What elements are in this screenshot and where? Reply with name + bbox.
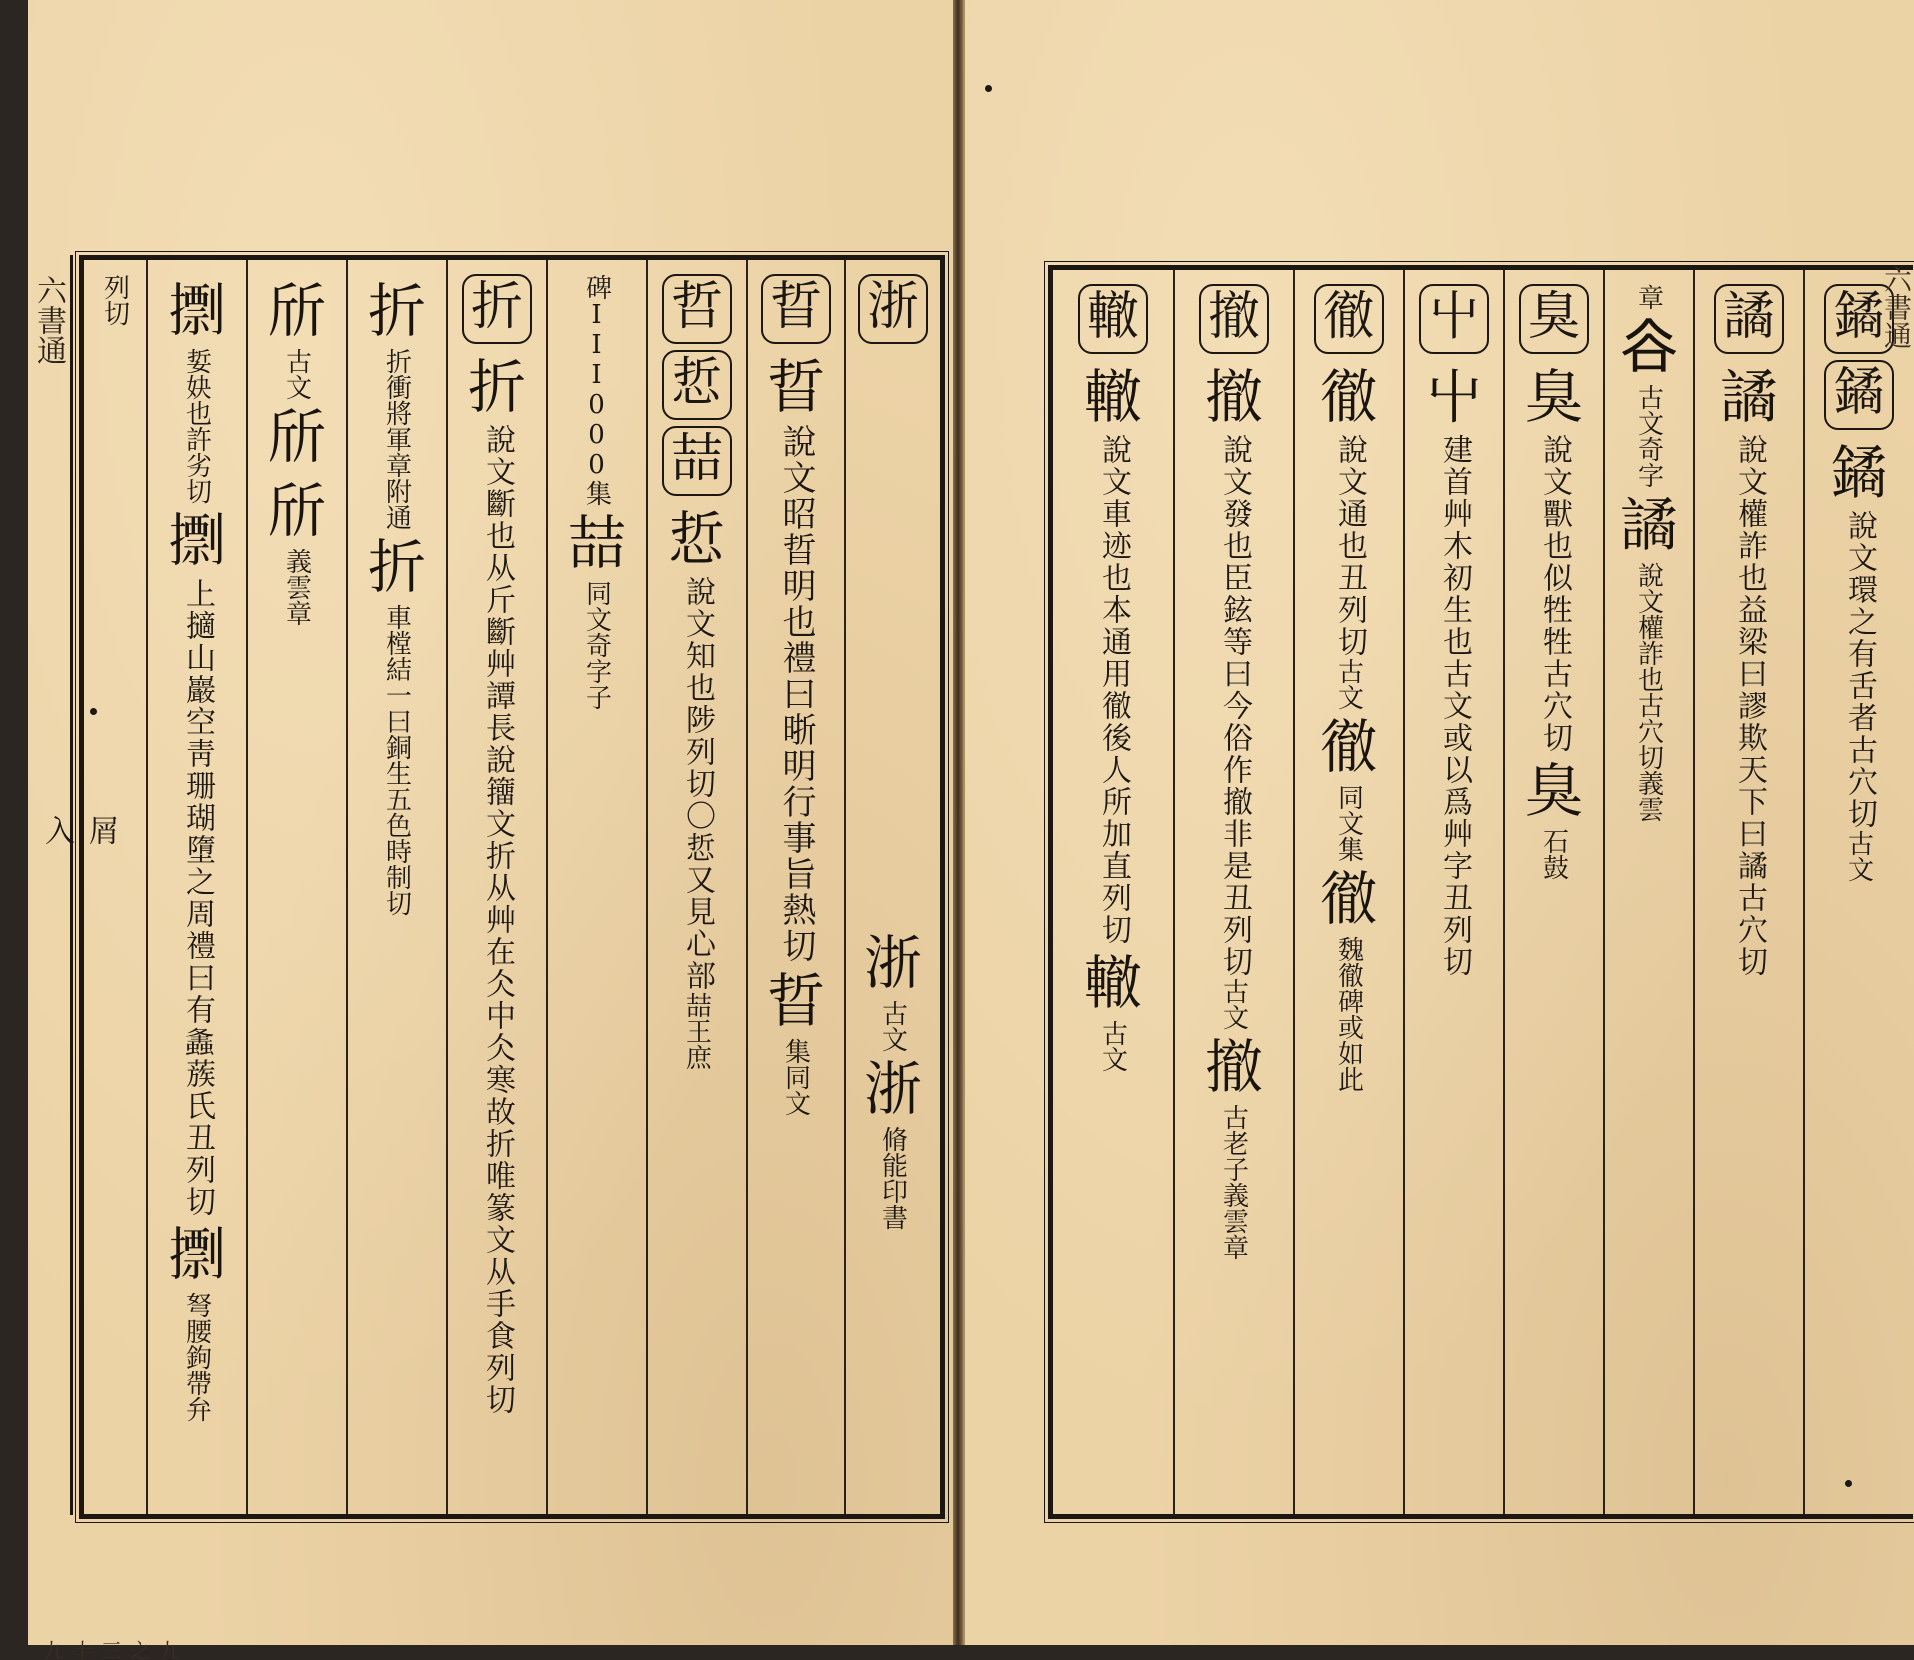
- seal-glyph: 徹: [1319, 865, 1378, 933]
- entry-column: [1603, 270, 1693, 1514]
- entry-source-note: 子: [581, 684, 612, 710]
- ink-dot: [1845, 1480, 1852, 1487]
- entry-head-char-variant: 鐍: [1824, 360, 1894, 430]
- entry-column: [546, 260, 646, 1514]
- entry-column: [1503, 270, 1603, 1514]
- entry-source-note: 車樘結一曰銅生五色時制切: [381, 604, 412, 916]
- seal-glyph: 𧮫: [1619, 313, 1678, 381]
- book-gutter: [953, 0, 963, 1645]
- seal-glyph: 臭: [1524, 757, 1583, 825]
- entry-source-note: 脩能印書: [877, 1126, 908, 1230]
- entry-head-char: 鐍: [1824, 284, 1894, 354]
- entry-column: [84, 260, 146, 1514]
- seal-glyph: 折: [367, 533, 426, 601]
- entry-source-note: 弩腰鉤帶弁: [181, 1292, 212, 1422]
- seal-glyph: 折: [467, 353, 526, 421]
- seal-glyph: 𢶏: [167, 1221, 226, 1289]
- seal-glyph: 𢶏: [167, 507, 226, 575]
- entry-head-char: 臭: [1519, 284, 1589, 354]
- entry-source-note: 或如此: [1333, 1014, 1364, 1092]
- seal-glyph: 譎: [1619, 491, 1678, 559]
- seal-glyph: 徹: [1319, 363, 1378, 431]
- entry-source-note: 魏徹碑: [1333, 936, 1364, 1014]
- entry-source-note: 折衝將軍章: [381, 348, 412, 478]
- entry-source-note: 章: [1633, 284, 1664, 310]
- entry-column: [1293, 270, 1403, 1514]
- entry-source-note: 古文奇字: [1633, 384, 1664, 488]
- entry-definition: 說文權詐也益梁曰謬欺天下曰譎古穴切: [1732, 434, 1767, 978]
- spine-section: 屑: [83, 815, 118, 845]
- entry-definition: 說文通也丑列切: [1332, 434, 1367, 658]
- entry-source-note: 奇字: [581, 632, 612, 684]
- entry-head-char: 屮: [1419, 284, 1489, 354]
- spine-tone: 入: [39, 815, 74, 845]
- entry-head-char: 轍: [1078, 284, 1148, 354]
- entry-source-note: 古文: [1097, 1020, 1128, 1072]
- seal-glyph: 鐍: [1829, 439, 1888, 507]
- spine-page-number: 九之三十九: [40, 1640, 180, 1660]
- seal-glyph: 轍: [1083, 363, 1142, 431]
- entry-head-char: 浙: [858, 274, 928, 344]
- seal-glyph: 斦: [267, 403, 326, 471]
- entry-column: [346, 260, 446, 1514]
- seal-glyph: 轍: [1083, 949, 1142, 1017]
- entry-head-char-variant: 喆: [662, 426, 732, 496]
- entry-source-note: 義雲: [1633, 770, 1664, 822]
- right-text-frame: [1048, 265, 1913, 1519]
- entry-column: [1803, 270, 1913, 1514]
- seal-glyph: 喆: [567, 509, 626, 577]
- entry-head-char: 折: [462, 274, 532, 344]
- entry-head-char: 譎: [1714, 284, 1784, 354]
- entry-column: [446, 260, 546, 1514]
- entry-source-note: 同文: [581, 580, 612, 632]
- entry-column: [844, 260, 940, 1514]
- seal-glyph: 浙: [863, 929, 922, 997]
- entry-column: [646, 260, 746, 1514]
- entry-column: [246, 260, 346, 1514]
- entry-definition: 說文車迹也本通用徹後人所加直列切: [1096, 434, 1131, 946]
- entry-column: [1053, 270, 1173, 1514]
- entry-source-note: 碑III000集: [581, 274, 612, 506]
- seal-glyph: 浙: [863, 1055, 922, 1123]
- seal-glyph: 晢: [766, 353, 825, 421]
- seal-glyph: 斦: [267, 477, 326, 545]
- right-edge-title: 六書通: [1880, 265, 1913, 349]
- entry-definition: 說文知也陟列切〇悊又見心部: [680, 576, 715, 992]
- entry-column: [1693, 270, 1803, 1514]
- entry-head-char-variant: 悊: [662, 350, 732, 420]
- entry-definition: 建首艸木初生也古文或以爲艸字丑列切: [1437, 434, 1472, 978]
- entry-head-char: 徹: [1314, 284, 1384, 354]
- seal-glyph: 譎: [1719, 363, 1778, 431]
- entry-source-note: 古文: [1218, 978, 1249, 1030]
- entry-definition: 上擿山巖空靑珊瑚墮之周禮曰有𧒒蔟氏丑列切: [180, 578, 215, 1218]
- entry-definition: 說文昭晢明也禮曰晣明行事旨熱切: [776, 424, 816, 964]
- entry-source-note: 石鼓: [1538, 828, 1569, 880]
- seal-glyph: 𢶏: [167, 277, 226, 345]
- left-text-frame: [79, 255, 945, 1519]
- spine-book-title: 六書通: [31, 275, 66, 365]
- seal-glyph: 晢: [766, 967, 825, 1035]
- entry-source-note: 喆王庶: [681, 992, 712, 1070]
- entry-head-char: 哲: [662, 274, 732, 344]
- entry-source-note: 古老子: [1218, 1104, 1249, 1182]
- seal-glyph: 折: [367, 277, 426, 345]
- entry-source-note: 古文: [877, 1000, 908, 1052]
- seal-glyph: 徹: [1319, 713, 1378, 781]
- entry-column: [1173, 270, 1293, 1514]
- seal-glyph: 悊: [667, 505, 726, 573]
- entry-source-note: 附通: [381, 478, 412, 530]
- seal-glyph: 撤: [1204, 363, 1263, 431]
- entry-column: [746, 260, 844, 1514]
- entry-source-note: 娎妜也許劣切: [181, 348, 212, 504]
- left-page: [28, 0, 955, 1660]
- entry-head-char: 撤: [1199, 284, 1269, 354]
- entry-source-note: 說文權詐也古穴切: [1633, 562, 1664, 770]
- entry-head-char: 晢: [761, 274, 831, 344]
- right-page: [963, 0, 1914, 1645]
- entry-definition: 說文獸也似牲牲古穴切: [1537, 434, 1572, 754]
- entry-definition: 說文環之有舌者古穴切: [1842, 510, 1877, 830]
- seal-glyph: 撤: [1204, 1033, 1263, 1101]
- seal-glyph: 斦: [267, 277, 326, 345]
- entry-definition: 說文發也臣鉉等曰今俗作撤非是丑列切: [1217, 434, 1252, 978]
- ink-dot: [985, 85, 992, 92]
- entry-source-note: 古文: [281, 348, 312, 400]
- entry-source-note: 義雲章: [1218, 1182, 1249, 1260]
- entry-source-note: 古文: [1333, 658, 1364, 710]
- entry-source-note: 義雲章: [281, 548, 312, 626]
- seal-glyph: 臭: [1524, 363, 1583, 431]
- entry-column: [1403, 270, 1503, 1514]
- seal-glyph: 屮: [1424, 363, 1483, 431]
- entry-source-note: 同文集: [1333, 784, 1364, 862]
- entry-definition: 說文斷也从斤斷艸譚長說籒文折从艸在仌中仌寒故折唯篆文从手食列切: [480, 424, 515, 1416]
- entry-column: [146, 260, 246, 1514]
- entry-source-note: 集同文: [780, 1038, 811, 1116]
- ink-dot: [90, 708, 97, 715]
- entry-source-note: 古文: [1843, 830, 1874, 882]
- entry-source-note: 列切: [99, 274, 130, 326]
